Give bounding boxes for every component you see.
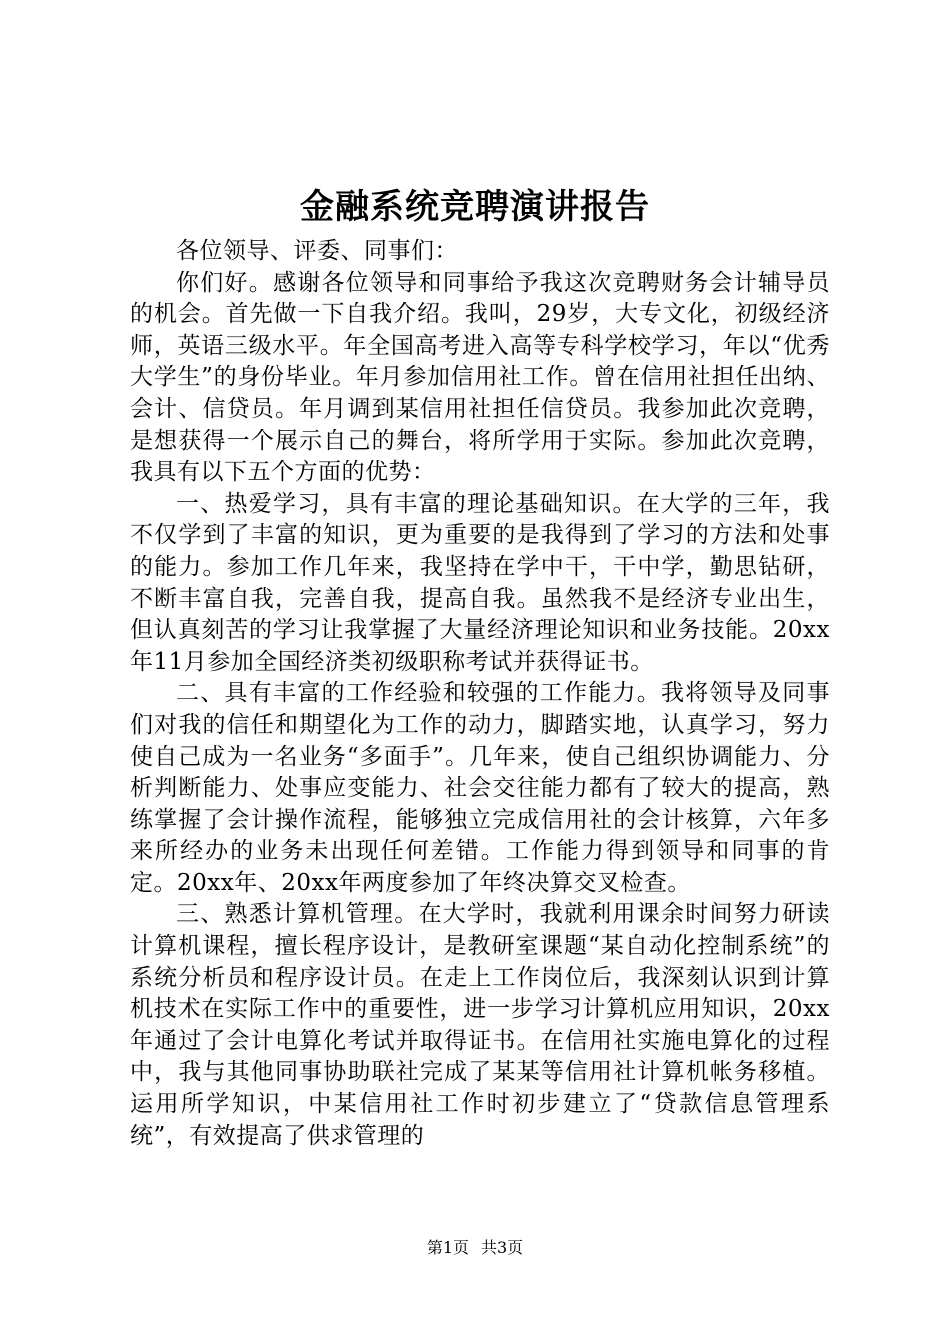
- advantage-three-paragraph: 三、熟悉计算机管理。在大学时，我就利用课余时间努力研读计算机课程，擅长程序设计，是教研室课题“某自动化控制系统”的系统分析员和程序设计员。在走上工作岗位后，我深刻认识到计算机技术在实际工作中的重要性，进一步学习计算机应用知识，20xx年通过了会计电算化考试并取得证书。在信用社实施电算化的过程中，我与其他同事协助联社完成了某某等信用社计算机帐务移植。运用所学知识，中某信用社工作时初步建立了“贷款信息管理系统”，有效提高了供求管理的: [130, 901, 830, 1149]
- document-title: 金融系统竞聘演讲报告: [300, 187, 650, 227]
- greeting-paragraph: 各位领导、评委、同事们：: [176, 238, 458, 264]
- document-body: [130, 236, 830, 1152]
- page-total: 共3页: [481, 1238, 524, 1257]
- advantage-two-paragraph: 二、具有丰富的工作经验和较强的工作能力。我将领导及同事们对我的信任和期望化为工作的动力，脚踏实地，认真学习，努力使自己成为一名业务“多面手”。几年来，使自己组织协调能力、分析判断能力、处事应变能力、社会交往能力都有了较大的提高，熟练掌握了会计操作流程，能够独立完成信用社的会计核算，六年多来所经办的业务未出现任何差错。工作能力得到领导和同事的肯定。20xx年、20xx年两度参加了年终决算交叉检查。: [130, 680, 830, 896]
- page-number: 第1页: [426, 1238, 469, 1257]
- page-footer: [0, 1238, 950, 1258]
- advantage-one-paragraph: 一、热爱学习，具有丰富的理论基础知识。在大学的三年，我不仅学到了丰富的知识，更为重要的是我得到了学习的方法和处事的能力。参加工作几年来，我坚持在学中干，干中学，勤思钻研，不断丰富自我，完善自我，提高自我。虽然我不是经济专业出生，但认真刻苦的学习让我掌握了大量经济理论知识和业务技能。20xx年11月参加全国经济类初级职称考试并获得证书。: [130, 490, 830, 675]
- introduction-paragraph: 你们好。感谢各位领导和同事给予我这次竞聘财务会计辅导员的机会。首先做一下自我介绍。我叫，29岁，大专文化，初级经济师，英语三级水平。年全国高考进入高等专科学校学习，年以“优秀大学生”的身份毕业。年月参加信用社工作。曾在信用社担任出纳、会计、信贷员。年月调到某信用社担任信贷员。我参加此次竞聘，是想获得一个展示自己的舞台，将所学用于实际。参加此次竞聘，我具有以下五个方面的优势：: [130, 269, 830, 486]
